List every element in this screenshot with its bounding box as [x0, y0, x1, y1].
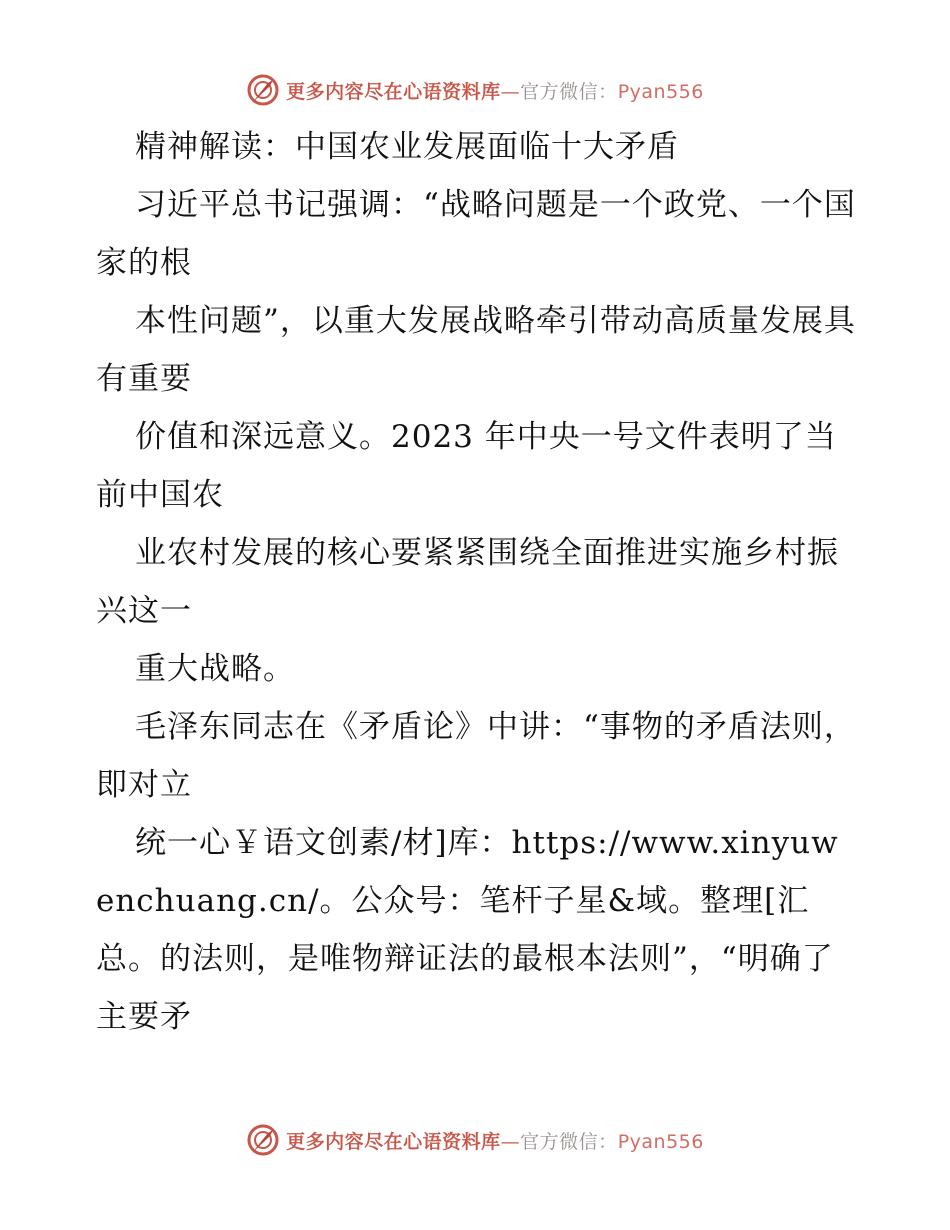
watermark-wechat-label: 官方微信：	[520, 1130, 618, 1153]
watermark-site: 更多内容尽在心语资料库	[286, 1130, 501, 1153]
paragraph: 业农村发展的核心要紧紧围绕全面推进实施乡村振兴这一	[96, 535, 839, 629]
watermark-wechat-id: Pyan556	[617, 80, 704, 103]
paragraph: 本性问题”，以重大发展战略牵引带动高质量发展具有重要	[96, 303, 856, 397]
watermark-site: 更多内容尽在心语资料库	[286, 80, 501, 103]
paragraph-title: 精神解读：中国农业发展面临十大矛盾	[135, 129, 679, 165]
header-watermark	[0, 70, 950, 110]
watermark-dash: —	[500, 80, 521, 103]
paragraph: 重大战略。	[135, 651, 295, 687]
footer-watermark	[0, 1120, 950, 1160]
paragraph: 毛泽东同志在《矛盾论》中讲：“事物的矛盾法则，即对立	[96, 709, 856, 803]
paragraph: 统一心￥语文创素/材]库：https://www.xinyuwenchuang.cn/。公众号：笔杆子星&域。整理[汇总。的法则，是唯物辩证法的最根本法则”，“明确了主要矛	[96, 825, 839, 1035]
document-body	[96, 118, 856, 1046]
watermark-wechat-label: 官方微信：	[520, 80, 618, 103]
watermark-wechat-id: Pyan556	[617, 1130, 704, 1153]
watermark-text	[286, 77, 704, 104]
paragraph: 价值和深远意义。2023 年中央一号文件表明了当前中国农	[96, 419, 837, 513]
paragraph: 习近平总书记强调：“战略问题是一个政党、一个国家的根	[96, 187, 856, 281]
watermark-dash: —	[500, 1130, 521, 1153]
quill-seal-icon	[246, 73, 280, 107]
quill-seal-icon	[246, 1123, 280, 1157]
watermark-text	[286, 1127, 704, 1154]
